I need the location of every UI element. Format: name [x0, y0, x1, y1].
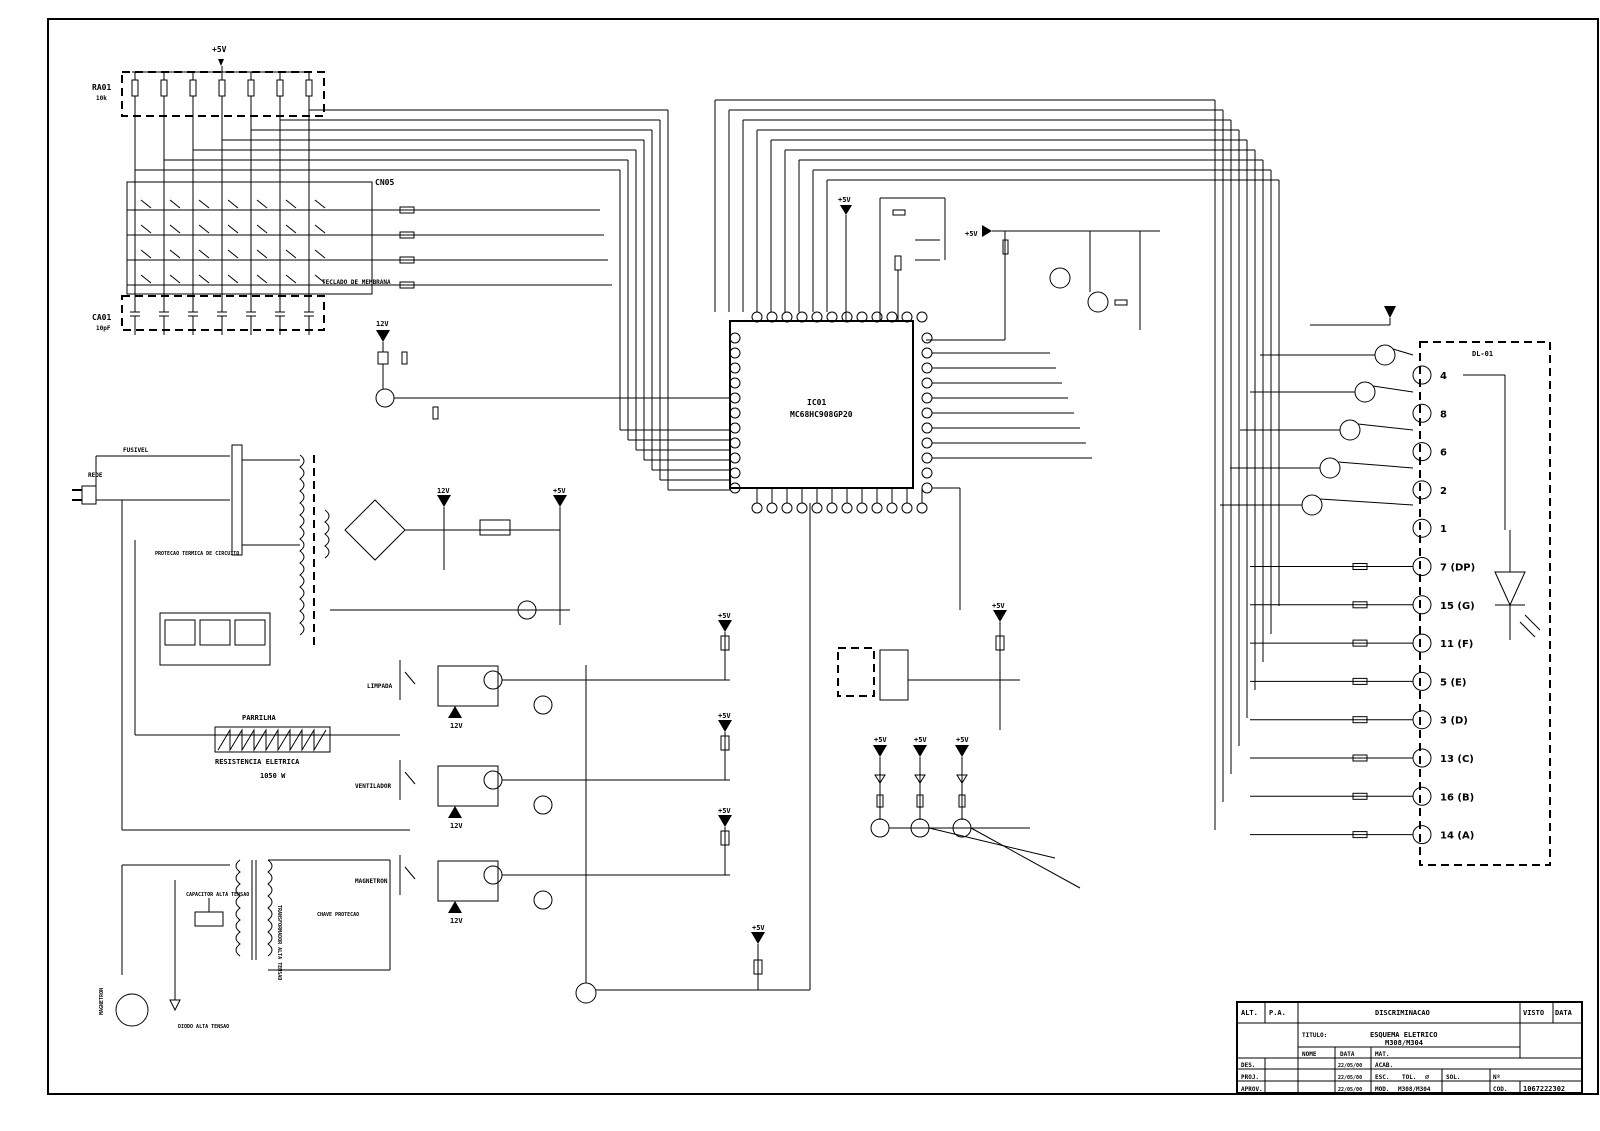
display-pin-label: 3 (D): [1440, 715, 1468, 727]
display-pin: [1413, 787, 1431, 805]
ic-pin-top: [917, 312, 927, 322]
ic-pin-right: [922, 363, 932, 373]
power-supply: [330, 487, 570, 625]
ic-pin-right: [922, 483, 932, 493]
keypad-switch: [141, 275, 151, 283]
relay-5v-label: +5V: [718, 712, 731, 720]
magnetron-label: MAGNETRON: [99, 987, 105, 1015]
relay-label: MAGNETRON: [355, 878, 388, 885]
tb-code: 1067222302: [1523, 1085, 1566, 1093]
ra01-label: RA01: [92, 83, 112, 92]
keypad-switch: [257, 275, 267, 283]
dl01-label: DL-01: [1472, 350, 1494, 358]
ic-pin-right: [922, 408, 932, 418]
keypad-switch: [315, 200, 325, 208]
door-vcc-label: +5V: [992, 602, 1005, 610]
tb-mod: MOD.: [1375, 1086, 1390, 1093]
tb-tol-val: ∅: [1425, 1073, 1430, 1081]
display-pin-label: 1: [1440, 524, 1447, 536]
display-pin: [1413, 596, 1431, 614]
display-driver-transistors: [1220, 306, 1413, 515]
hv-diode-label: DIODO ALTA TENSAO: [178, 1024, 230, 1030]
ic01-microcontroller: [730, 312, 932, 513]
display-pin: [1413, 443, 1431, 461]
tb-discrimination: DISCRIMINACAO: [1375, 1009, 1430, 1017]
display-pin: [1413, 634, 1431, 652]
ra01-resistor: [277, 80, 283, 96]
wire: [1358, 424, 1413, 430]
ra01-resistor: [161, 80, 167, 96]
keypad-switch: [228, 225, 238, 233]
relay-gnd-arrow: [448, 901, 462, 913]
ic-pin-left: [730, 393, 740, 403]
display-pin: [1413, 519, 1431, 537]
keypad-switch: [141, 250, 151, 258]
led-vcc-label: +5V: [914, 736, 927, 744]
wire: [1393, 349, 1413, 355]
keypad-switch: [228, 275, 238, 283]
led-vcc-label: +5V: [874, 736, 887, 744]
overheat-label: PROTECAO TERMICA DE CIRCUITO: [155, 551, 240, 557]
display-pin: [1413, 558, 1431, 576]
keypad-switch: [170, 200, 180, 208]
zc-vcc-label: +5V: [752, 924, 765, 932]
display-pin: [1413, 672, 1431, 690]
tb-data2: DATA: [1340, 1051, 1355, 1058]
ic-pin-bottom: [752, 503, 762, 513]
tb-no: Nº: [1493, 1074, 1501, 1081]
ca01-value: 10pF: [96, 325, 111, 332]
driver-transistor: [1320, 458, 1340, 478]
tb-titulo: TITULO:: [1302, 1032, 1328, 1039]
ra01-resistor: [306, 80, 312, 96]
keypad-switch: [199, 250, 209, 258]
tb-sol: SOL.: [1446, 1074, 1461, 1081]
display-pin-label: 14 (A): [1440, 830, 1475, 842]
heater-element: [215, 714, 330, 780]
ic-pin-bottom: [797, 503, 807, 513]
reset-vcc-label: +5V: [965, 230, 978, 238]
ra01-resistor-array: [92, 66, 324, 182]
relay-12v-label: 12V: [450, 722, 463, 730]
ic-pin-right: [922, 438, 932, 448]
keypad-switch: [257, 250, 267, 258]
ic-pin-left: [730, 453, 740, 463]
display-pin-label: 7 (DP): [1440, 562, 1476, 574]
tb-cod: COD.: [1493, 1086, 1508, 1093]
title-block: [1237, 1002, 1582, 1093]
ic-pin-bottom: [857, 503, 867, 513]
relay-transistor: [534, 796, 552, 814]
display-pin-label: 4: [1440, 371, 1447, 382]
display-pin-label: 2: [1440, 485, 1447, 497]
display-dl01: [1250, 342, 1550, 865]
display-pin-label: 11 (F): [1440, 639, 1474, 651]
display-vcc-arrow: [1384, 306, 1396, 318]
heater-name: RESISTENCIA ELETRICA: [215, 758, 300, 766]
keypad-switch: [199, 225, 209, 233]
ic-pin-left: [730, 333, 740, 343]
ic-pin-left: [730, 378, 740, 388]
display-pin: [1413, 481, 1431, 499]
heater-power: 1050 W: [260, 772, 286, 780]
osc-vcc-label: +5V: [838, 196, 851, 204]
relay-transistor: [484, 866, 502, 884]
relay-12v-label: 12V: [450, 822, 463, 830]
tb-aprov-date: 22/05/00: [1338, 1087, 1363, 1093]
heater-title: PARRILHA: [242, 714, 276, 722]
led-driver-section: [871, 736, 1080, 888]
tb-des-date: 22/05/00: [1338, 1063, 1363, 1069]
zero-cross-circuit: [576, 503, 810, 1003]
keypad-switch: [257, 200, 267, 208]
tb-visto: VISTO: [1523, 1009, 1545, 1017]
door-switch: [838, 602, 1020, 730]
ra01-resistor: [219, 80, 225, 96]
hv-capacitor-label: CAPACITOR ALTA TENSAO: [186, 892, 250, 898]
tb-pa: P.A.: [1269, 1009, 1286, 1017]
ic-pin-bottom: [887, 503, 897, 513]
keypad-switch: [286, 275, 296, 283]
wire: [1320, 499, 1413, 505]
display-pin-label: 8: [1440, 409, 1447, 421]
tb-title: ESQUEMA ELETRICO: [1370, 1031, 1438, 1039]
ic-pin-bottom: [827, 503, 837, 513]
ic-pin-bottom: [767, 503, 777, 513]
tb-mat: MAT.: [1375, 1051, 1390, 1058]
keypad-switch: [286, 250, 296, 258]
display-pin: [1413, 711, 1431, 729]
display-pin: [1413, 366, 1431, 384]
led-transistor: [871, 819, 889, 837]
keypad-switch: [286, 200, 296, 208]
ic-pin-right: [922, 333, 932, 343]
mains-input: [72, 445, 410, 830]
tb-aprov: APROV.: [1241, 1086, 1263, 1093]
relay-contact: [405, 867, 415, 879]
psu-5v-label: +5V: [553, 487, 566, 495]
ic01-designator: IC01: [807, 398, 827, 407]
relay-drivers: [355, 612, 732, 925]
tb-esc: ESC.: [1375, 1074, 1390, 1081]
wire: [929, 828, 1055, 858]
display-pin: [1413, 749, 1431, 767]
tb-proj-date: 22/05/00: [1338, 1075, 1363, 1081]
driver-transistor: [1340, 420, 1360, 440]
ra01-supply-label: +5V: [212, 45, 227, 54]
tb-model: M308/M304: [1385, 1039, 1423, 1047]
relay-contact: [405, 772, 415, 784]
ic-pin-left: [730, 468, 740, 478]
tb-mod-val: M308/M304: [1398, 1086, 1431, 1093]
driver-transistor: [1302, 495, 1322, 515]
ic-top-wires: [715, 100, 1279, 830]
tb-nome: NOME: [1302, 1051, 1317, 1058]
ic-pin-left: [730, 423, 740, 433]
relay-gnd-arrow: [448, 806, 462, 818]
wire: [1373, 386, 1413, 392]
tb-acab: ACAB.: [1375, 1062, 1394, 1069]
relay-label: VENTILADOR: [355, 783, 392, 790]
ra01-resistor: [190, 80, 196, 96]
relay-5v-label: +5V: [718, 807, 731, 815]
ic-pin-left: [730, 408, 740, 418]
ic-pin-left: [730, 348, 740, 358]
keypad-switch: [199, 275, 209, 283]
ra01-resistor: [248, 80, 254, 96]
ic-pin-right: [922, 423, 932, 433]
plug-label: REDE: [88, 472, 103, 479]
wire: [971, 828, 1080, 888]
ic-pin-bottom: [842, 503, 852, 513]
keypad-matrix: [127, 178, 394, 294]
oscillator-section: [838, 196, 945, 321]
vcc-arrow: [218, 59, 224, 66]
relay-contact: [405, 672, 415, 684]
psu-12v-label: 12V: [437, 487, 450, 495]
driver-transistor: [1375, 345, 1395, 365]
relay-label: LIMPADA: [367, 683, 393, 690]
display-pin: [1413, 404, 1431, 422]
keypad-switch: [170, 250, 180, 258]
relay-transistor: [484, 771, 502, 789]
keypad-bus-lines: [135, 110, 730, 490]
relay-5v-label: +5V: [718, 612, 731, 620]
led-vcc-arrow: [955, 745, 969, 757]
led-vcc-arrow: [873, 745, 887, 757]
buzzer-circuit: [376, 320, 730, 419]
ic-right-wires: [932, 353, 1092, 610]
keypad-switch: [257, 225, 267, 233]
ca01-label: CA01: [92, 313, 112, 322]
ca01-capacitor-array: [92, 294, 324, 335]
wire: [1338, 462, 1413, 468]
cn05-label: CN05: [375, 178, 395, 187]
display-pin-label: 15 (G): [1440, 600, 1475, 612]
display-pin-label: 16 (B): [1440, 792, 1475, 804]
relay-transistor: [534, 891, 552, 909]
ic-pin-right: [922, 468, 932, 478]
relay-12v-label: 12V: [450, 917, 463, 925]
ic-pin-right: [922, 453, 932, 463]
relay-transistor: [534, 696, 552, 714]
ra01-value: 10k: [96, 95, 107, 102]
display-pin-label: 13 (C): [1440, 754, 1474, 765]
keypad-switch: [141, 200, 151, 208]
ic-pin-bottom: [917, 503, 927, 513]
ic-pin-bottom: [782, 503, 792, 513]
ic-pin-bottom: [812, 503, 822, 513]
relay-transistor: [484, 671, 502, 689]
display-pin-label: 5 (E): [1440, 677, 1467, 689]
ic-pin-right: [922, 378, 932, 388]
ra01-resistor: [132, 80, 138, 96]
buzzer-supply-label: 12V: [376, 320, 389, 328]
ic-pin-right: [922, 393, 932, 403]
ic01-part-number: MC68HC908GP20: [790, 410, 853, 419]
tb-alt: ALT.: [1241, 1009, 1258, 1017]
keypad-switch: [315, 225, 325, 233]
keypad-switch: [199, 200, 209, 208]
keypad-switch: [228, 200, 238, 208]
display-pin-label: 6: [1440, 447, 1447, 459]
driver-transistor: [1355, 382, 1375, 402]
tb-proj: PROJ.: [1241, 1074, 1260, 1081]
keypad-label: TECLADO DE MEMBRANA: [322, 279, 391, 286]
keypad-switch: [228, 250, 238, 258]
keypad-switch: [170, 225, 180, 233]
ic-pin-bottom: [902, 503, 912, 513]
ic-pin-left: [730, 438, 740, 448]
display-pin: [1413, 826, 1431, 844]
hv-switch-label: CHAVE PROTECAO: [317, 912, 360, 918]
tb-des: DES.: [1241, 1062, 1256, 1069]
ic-pin-right: [922, 348, 932, 358]
relay-5v-arrow: [718, 815, 732, 827]
led-vcc-arrow: [913, 745, 927, 757]
ic-pin-bottom: [872, 503, 882, 513]
reset-circuit: [926, 225, 1160, 340]
hv-transformer-label: TRANSFORMADOR ALTA TENSAO: [276, 905, 282, 981]
relay-5v-arrow: [718, 720, 732, 732]
high-voltage-section: [99, 860, 390, 1030]
ic-pin-left: [730, 363, 740, 373]
tb-data: DATA: [1555, 1009, 1572, 1017]
keypad-switch: [315, 250, 325, 258]
keypad-switch: [286, 225, 296, 233]
relay-gnd-arrow: [448, 706, 462, 718]
keypad-switch: [170, 275, 180, 283]
tb-tol: TOL.: [1402, 1074, 1417, 1081]
relay-5v-arrow: [718, 620, 732, 632]
keypad-switch: [141, 225, 151, 233]
led-vcc-label: +5V: [956, 736, 969, 744]
fuse-label: FUSIVEL: [123, 447, 149, 454]
